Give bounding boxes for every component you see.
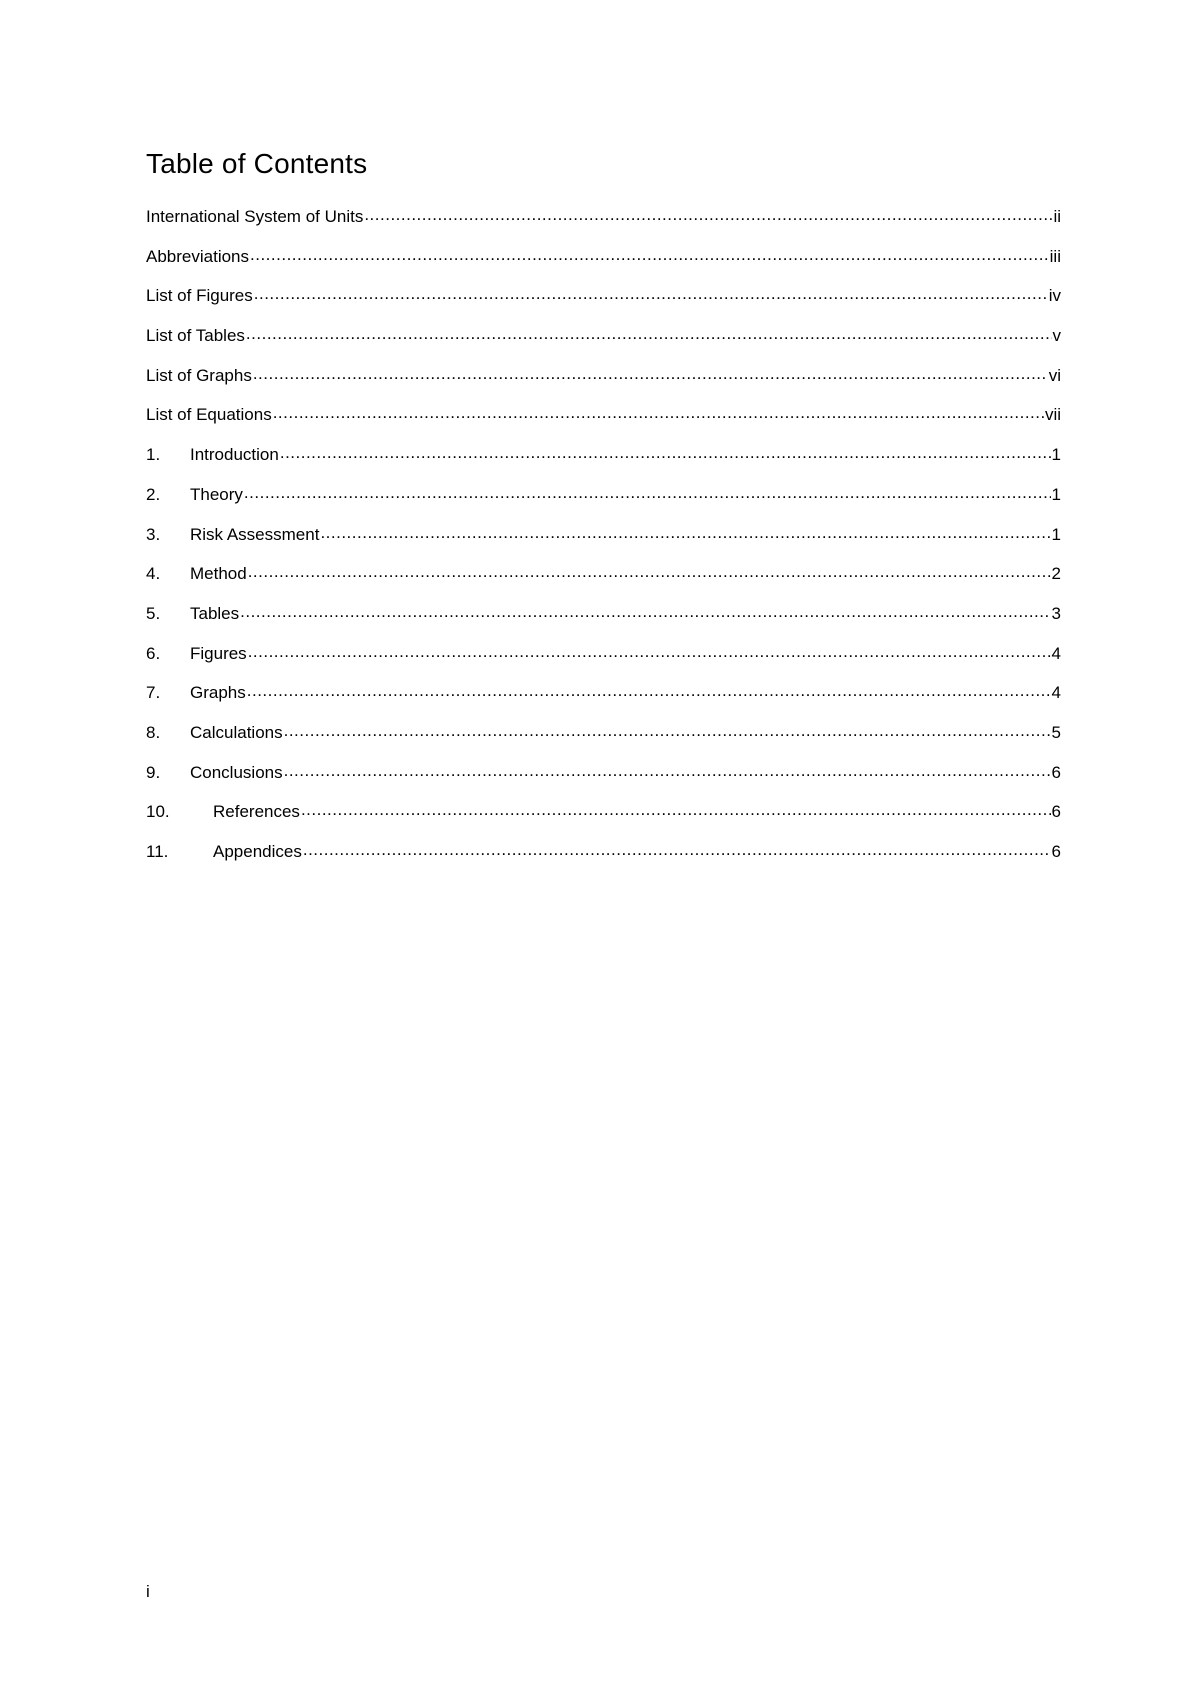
toc-entry-label: International System of Units [146, 207, 364, 226]
toc-entry-label: Calculations [190, 722, 283, 742]
toc-entry-number: 8. [146, 722, 161, 742]
toc-dot-leader [247, 681, 1051, 698]
toc-entry-label: List of Graphs [146, 365, 252, 385]
toc-entry-page: 3 [1051, 603, 1061, 623]
toc-entry-page: ii [1053, 207, 1061, 226]
toc-entry-label: List of Equations [146, 405, 272, 425]
toc-entry-label: Abbreviations [146, 246, 250, 266]
toc-entry-page: 1 [1051, 484, 1061, 504]
toc-entry[interactable] [146, 642, 1061, 682]
toc-dot-leader [248, 562, 1051, 579]
toc-entry-label: Graphs [190, 683, 246, 703]
toc-entry-page: 6 [1051, 842, 1061, 861]
toc-entry[interactable] [146, 523, 1061, 563]
toc-entry-label: References [213, 802, 300, 822]
toc-entry-number: 1. [146, 445, 161, 465]
toc-entry-label: Conclusions [190, 762, 283, 782]
toc-entry[interactable] [146, 840, 1061, 880]
toc-entry-label: Theory [190, 484, 243, 504]
toc-dot-leader [320, 523, 1050, 540]
toc-entry[interactable] [146, 602, 1061, 642]
toc-entry[interactable] [146, 443, 1061, 483]
toc-dot-leader [253, 364, 1048, 381]
toc-entry[interactable] [146, 403, 1061, 443]
toc-entry-number: 11. [146, 842, 169, 861]
toc-dot-leader [284, 761, 1051, 778]
toc-entry-number: 9. [146, 762, 161, 782]
toc-dot-leader [273, 403, 1044, 420]
toc-entry-label: Tables [190, 603, 240, 623]
toc-entry-number: 10. [146, 802, 170, 822]
toc-entry-label: List of Figures [146, 286, 253, 306]
toc-entry-page: vi [1048, 365, 1061, 385]
toc-entry[interactable] [146, 205, 1061, 245]
toc-dot-leader [284, 721, 1051, 738]
toc-entry[interactable] [146, 721, 1061, 761]
toc-entry-label: Appendices [213, 842, 302, 861]
toc-entry[interactable] [146, 364, 1061, 404]
page-title: Table of Contents [146, 148, 368, 179]
toc-entry-page: 5 [1051, 722, 1061, 742]
toc-dot-leader [246, 324, 1052, 341]
toc-entry[interactable] [146, 245, 1061, 285]
toc-entry-page: iii [1049, 246, 1061, 266]
toc-entry-page: 6 [1051, 802, 1061, 822]
toc-entry-number: 3. [146, 524, 161, 544]
toc-entry[interactable] [146, 761, 1061, 801]
toc-entry-page: 6 [1051, 762, 1061, 782]
toc-entry-number: 5. [146, 603, 161, 623]
toc-entry-page: 4 [1051, 643, 1061, 663]
toc-entry-page: 4 [1051, 683, 1061, 703]
toc-dot-leader [364, 205, 1052, 222]
toc-entry[interactable] [146, 284, 1061, 324]
toc-dot-leader [301, 800, 1051, 817]
toc-entry-label: Method [190, 564, 247, 584]
toc-entry-number: 2. [146, 484, 161, 504]
toc-dot-leader [240, 602, 1050, 619]
toc-entry-number: 6. [146, 643, 161, 663]
toc-entry[interactable] [146, 681, 1061, 721]
toc-entry-number: 4. [146, 564, 161, 584]
toc-entry-page: 1 [1051, 445, 1061, 465]
toc-entry[interactable] [146, 324, 1061, 364]
page-number: i [146, 1582, 150, 1601]
toc-entry-label: Introduction [190, 445, 279, 465]
toc-entry[interactable] [146, 483, 1061, 523]
toc-entry-page: 1 [1051, 524, 1061, 544]
toc-entry[interactable] [146, 800, 1061, 840]
toc-dot-leader [248, 642, 1051, 659]
toc-dot-leader [280, 443, 1051, 460]
toc-dot-leader [303, 840, 1051, 857]
toc-entry-label: Risk Assessment [190, 524, 320, 544]
toc-entry-page: v [1052, 326, 1061, 346]
toc-list [146, 205, 1061, 880]
toc-entry-label: List of Tables [146, 326, 245, 346]
toc-entry-page: 2 [1051, 564, 1061, 584]
toc-entry-label: Figures [190, 643, 247, 663]
toc-entry-page: iv [1048, 286, 1061, 306]
toc-entry[interactable] [146, 562, 1061, 602]
toc-dot-leader [250, 245, 1049, 262]
toc-entry-page: vii [1044, 405, 1061, 425]
toc-dot-leader [244, 483, 1051, 500]
toc-dot-leader [254, 284, 1048, 301]
toc-entry-number: 7. [146, 683, 161, 703]
